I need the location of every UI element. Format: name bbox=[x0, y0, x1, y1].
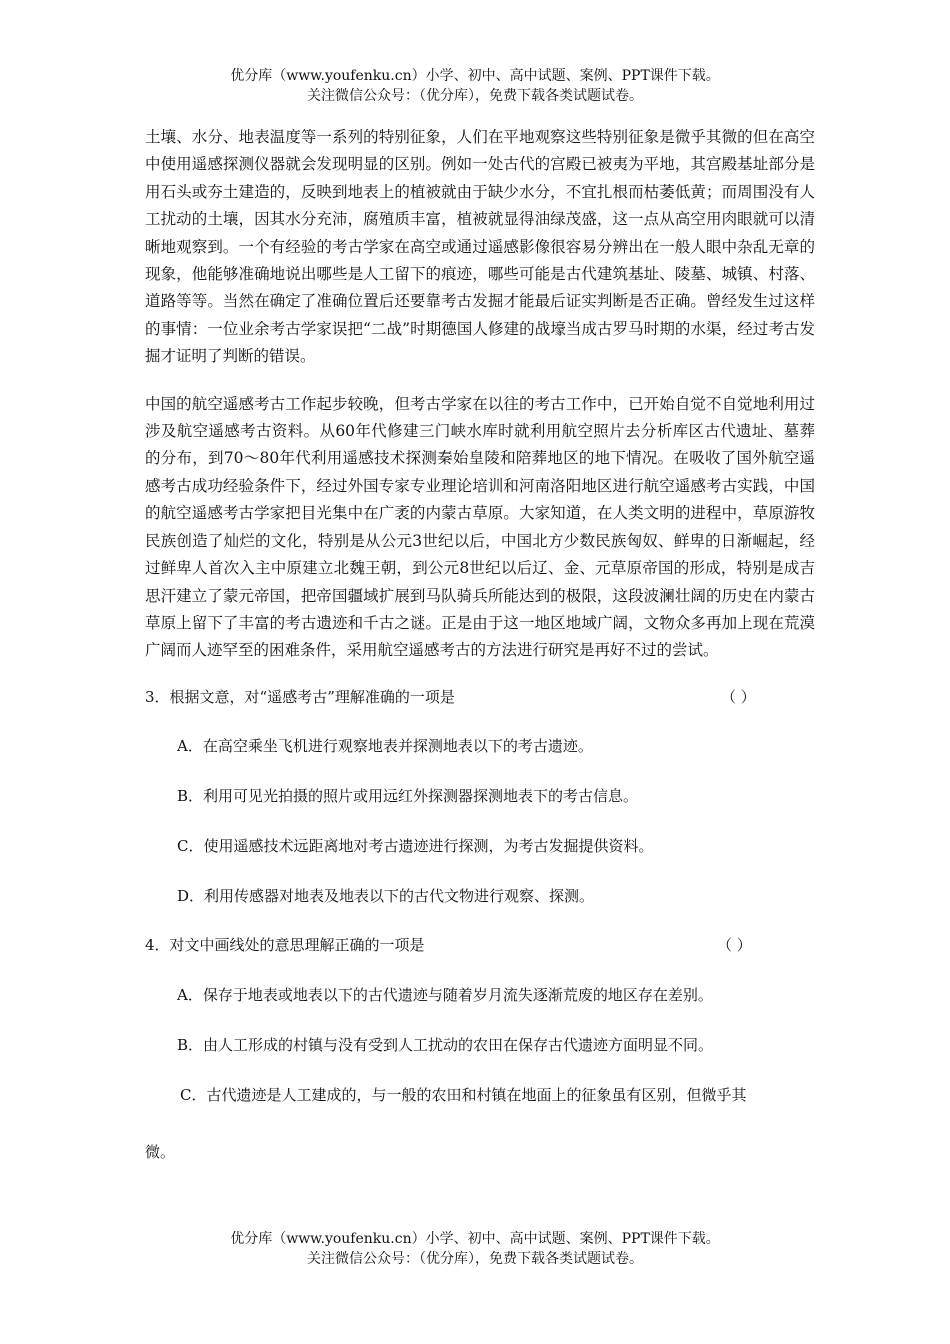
question-4-option-b: B．由人工形成的村镇与没有受到人工扰动的农田在保存古代遗迹方面明显不同。 bbox=[177, 1035, 714, 1054]
page-footer bbox=[0, 1229, 950, 1269]
header-line-2: 关注微信公众号：（优分库），免费下载各类试题试卷。 bbox=[307, 88, 643, 104]
question-4 bbox=[145, 934, 815, 1163]
page-header bbox=[0, 66, 950, 106]
question-3-stem-line bbox=[145, 686, 815, 708]
question-3-stem: 3．根据文意，对“遥感考古”理解准确的一项是 bbox=[145, 687, 455, 706]
question-3-option-a: A．在高空乘坐飞机进行观察地表并探测地表以下的考古遗迹。 bbox=[177, 736, 593, 755]
question-4-stem-line bbox=[145, 934, 815, 956]
question-4-option-c: C．古代遗迹是人工建成的，与一般的农田和村镇在地面上的征象虽有区别，但微乎其 bbox=[180, 1085, 747, 1104]
question-3-option-b: B．利用可见光拍摄的照片或用远红外探测器探测地表下的考古信息。 bbox=[177, 786, 639, 805]
passage-paragraph-1: 土壤、水分、地表温度等一系列的特别征象，人们在平地观察这些特别征象是微乎其微的但在高空中使用遥感探测仪器就会发现明显的区别。例如一处古代的宫殿已被夷为平地，其宫殿基址部分是用石头或夯土建造的，反映到地表上的植被就由于缺少水分，不宜扎根而枯萎低黄；而周围没有人工扰动的土壤，因其水分充沛，腐殖质丰富，植被就显得油绿茂盛，这一点从高空用肉眼就可以清晰地观察到。一个有经验的考古学家在高空或通过遥感影像很容易分辨出在一般人眼中杂乱无章的现象，他能够准确地说出哪些是人工留下的痕迹，哪些可能是古代建筑基址、陵墓、城镇、村落、道路等等。当然在确定了准确位置后还要靠考古发掘才能最后证实判断是否正确。曾经发生过这样的事情：一位业余考古学家误把“二战”时期德国人修建的战壕当成古罗马时期的水渠，经过考古发掘才证明了判断的错误。 bbox=[145, 128, 815, 366]
passage-paragraph-2: 中国的航空遥感考古工作起步较晚，但考古学家在以往的考古工作中，已开始自觉不自觉地利用过涉及航空遥感考古资料。从60年代修建三门峡水库时就利用航空照片去分析库区古代遗址、墓葬的分布，到70～80年代利用遥感技术探测秦始皇陵和陪葬地区的地下情况。在吸收了国外航空遥感考古成功经验条件下，经过外国专家专业理论培训和河南洛阳地区进行航空遥感考古实践，中国的航空遥感考古学家把目光集中在广袤的内蒙古草原。大家知道，在人类文明的进程中，草原游牧民族创造了灿烂的文化，特别是从公元3世纪以后，中国北方少数民族匈奴、鲜卑的日渐崛起，经过鲜卑人首次入主中原建立北魏王朝，到公元8世纪以后辽、金、元草原帝国的形成，特别是成吉思汗建立了蒙元帝国，把帝国疆域扩展到马队骑兵所能达到的极限，这段波澜壮阔的历史在内蒙古草原上留下了丰富的考古遗迹和千古之谜。正是由于这一地区地域广阔，文物众多再加上现在荒漠广阔而人迹罕至的困难条件，采用航空遥感考古的方法进行研究是再好不过的尝试。 bbox=[145, 394, 815, 660]
question-3-option-d: D．利用传感器对地表及地表以下的古代文物进行观察、探测。 bbox=[177, 886, 595, 905]
question-4-stem: 4．对文中画线处的意思理解正确的一项是 bbox=[145, 935, 425, 954]
question-4-option-c-continuation: 微。 bbox=[145, 1142, 176, 1161]
question-3 bbox=[145, 686, 815, 907]
question-4-answer-bracket: （ ） bbox=[717, 935, 752, 954]
footer-line-1: 优分库（www.youfenku.cn）小学、初中、高中试题、案例、PPT课件下载。 bbox=[230, 1231, 720, 1247]
footer-line-2: 关注微信公众号：（优分库），免费下载各类试题试卷。 bbox=[307, 1251, 643, 1267]
question-3-answer-bracket: （ ） bbox=[721, 687, 756, 706]
document-body bbox=[145, 124, 815, 1163]
question-4-option-a: A．保存于地表或地表以下的古代遗迹与随着岁月流失逐渐荒废的地区存在差别。 bbox=[177, 985, 713, 1004]
header-line-1: 优分库（www.youfenku.cn）小学、初中、高中试题、案例、PPT课件下载。 bbox=[230, 68, 720, 84]
question-3-option-c: C．使用遥感技术远距离地对考古遗迹进行探测，为考古发掘提供资料。 bbox=[177, 836, 654, 855]
